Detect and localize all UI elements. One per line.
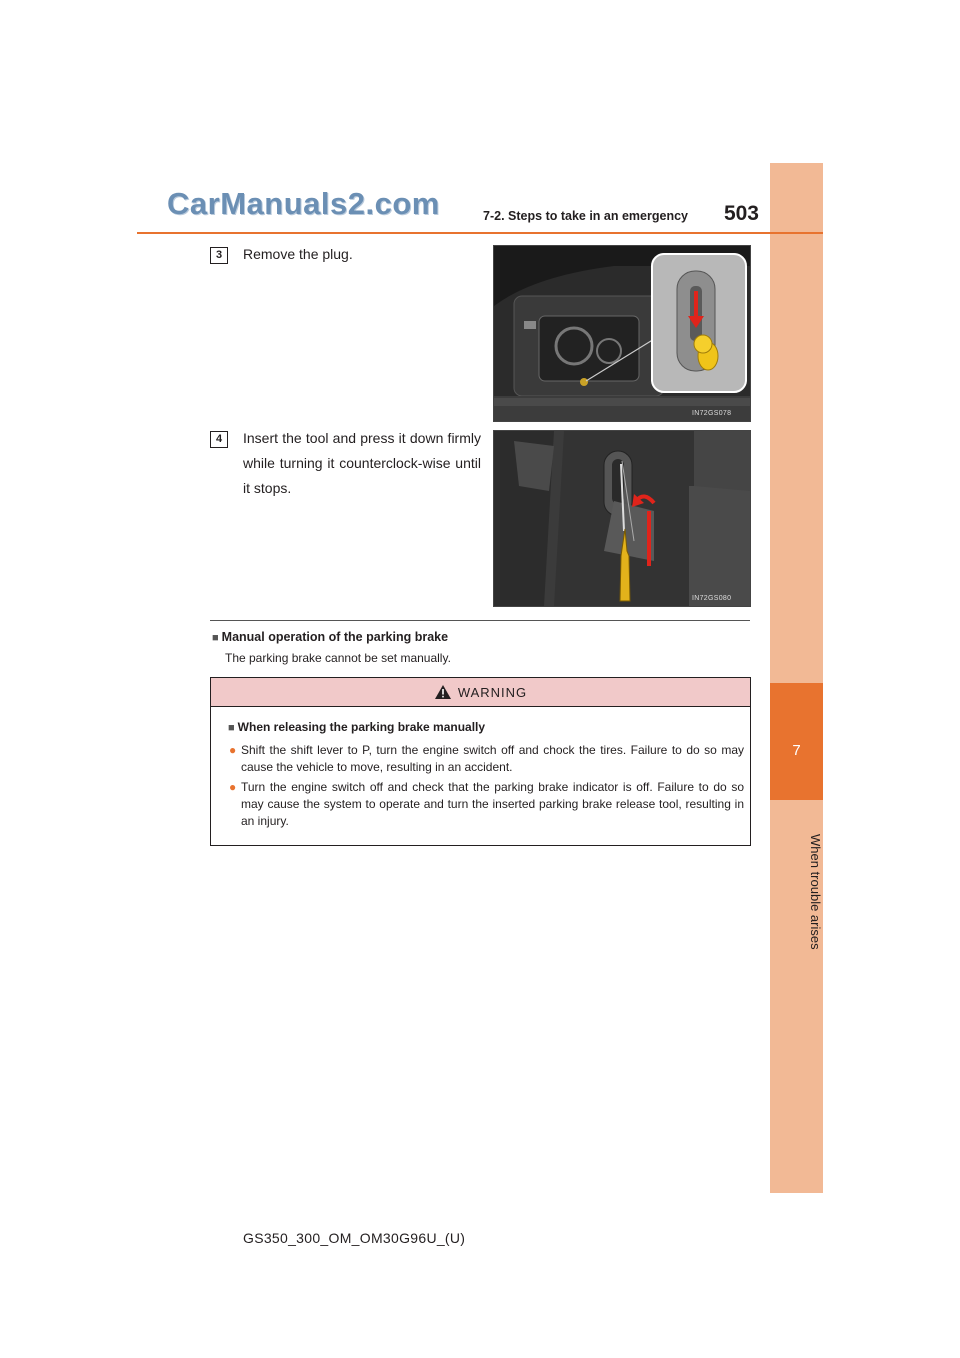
subsection-title-text: Manual operation of the parking brake <box>221 630 449 644</box>
chapter-number: 7 <box>792 742 801 759</box>
document-code: GS350_300_OM_OM30G96U_(U) <box>243 1230 466 1246</box>
warning-bullet <box>229 779 744 830</box>
warning-title-text: When releasing the parking brake manually <box>237 720 486 734</box>
bullet-dot-icon: ● <box>229 780 237 794</box>
header-divider <box>137 232 823 234</box>
warning-bullet-text: Shift the shift lever to P, turn the engine switch off and chock the tires. Failure to do so may cause the vehicle to move, resulting in an accident. <box>241 743 744 774</box>
tool-illustration <box>494 431 750 606</box>
step-number-badge: 3 <box>210 247 228 264</box>
figure-remove-plug <box>493 245 751 422</box>
subsection-title <box>212 630 448 644</box>
section-heading: 7-2. Steps to take in an emergency <box>483 209 688 223</box>
step-text: Remove the plug. <box>243 246 353 262</box>
step-text: Insert the tool and press it down firmly while turning it counterclock-wise until it stops. <box>243 430 481 496</box>
site-logo[interactable]: CarManuals2.com <box>167 186 440 221</box>
square-bullet-icon: ■ <box>212 632 219 644</box>
subsection-body: The parking brake cannot be set manually. <box>225 651 451 665</box>
figure-insert-tool <box>493 430 751 607</box>
figure-code: IN72GS078 <box>692 410 732 417</box>
bullet-dot-icon: ● <box>229 743 237 757</box>
figure-code: IN72GS080 <box>692 595 732 602</box>
page-number: 503 <box>723 202 759 225</box>
chapter-tab-strip <box>770 163 823 1193</box>
trunk-illustration <box>494 246 750 421</box>
square-bullet-icon: ■ <box>228 722 235 734</box>
chapter-title: When trouble arises <box>808 834 823 950</box>
step-number-badge: 4 <box>210 431 228 448</box>
warning-title <box>228 720 485 734</box>
warning-label: WARNING <box>457 684 528 700</box>
warning-bullet <box>229 742 744 776</box>
warning-box <box>210 677 751 846</box>
warning-header <box>211 678 750 707</box>
warning-bullet-text: Turn the engine switch off and check that the parking brake indicator is off. Failure to do so may cause the system to operate and turn the inserted parking brake release tool, resulting in an injury. <box>241 780 744 828</box>
section-divider <box>210 620 750 621</box>
warning-triangle-icon <box>434 684 452 700</box>
